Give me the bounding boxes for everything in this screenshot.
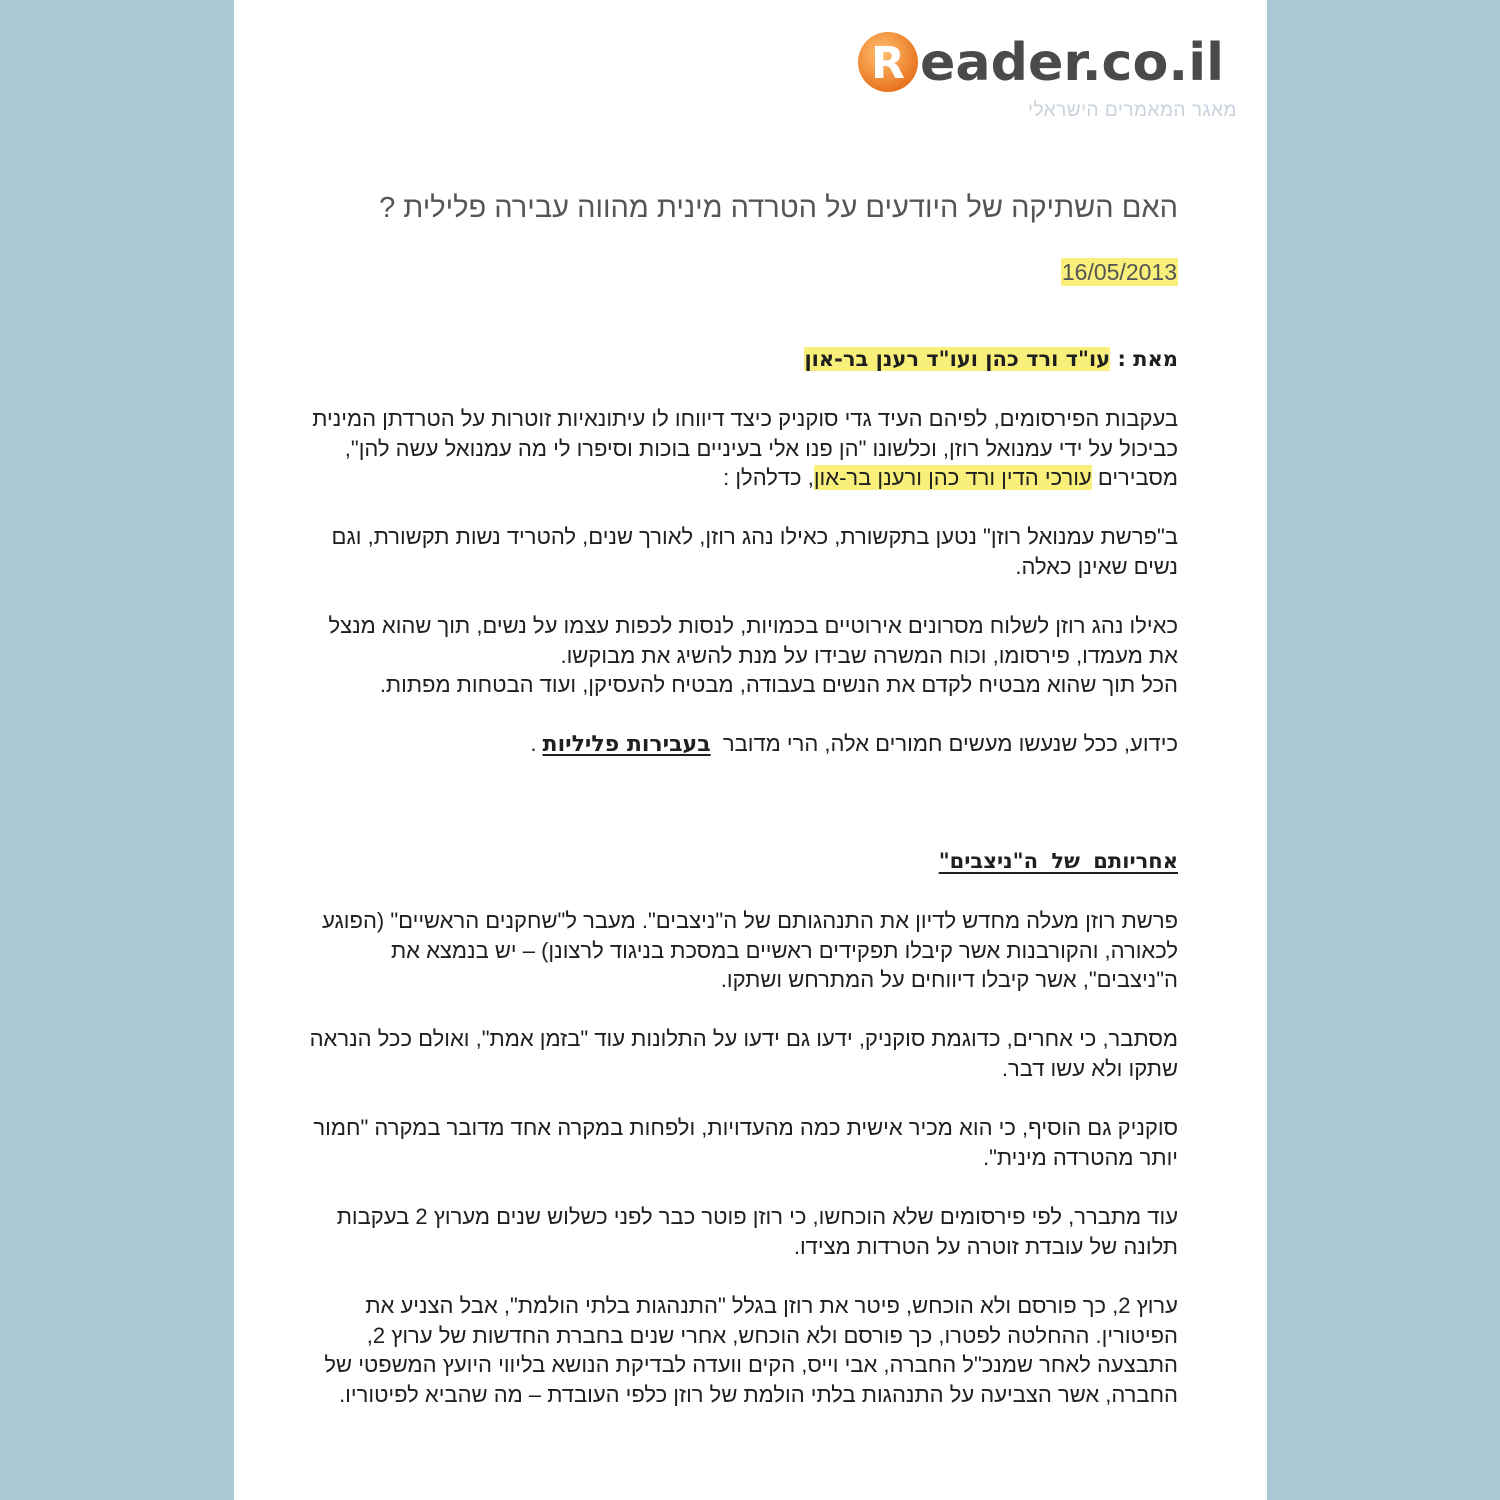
reader-logo (854, 30, 1234, 94)
author-line (804, 344, 1178, 374)
logo-tagline: מאגר המאמרים הישראלי (1028, 100, 1237, 121)
criminal-offenses-emphasis: בעבירות פליליות (542, 732, 711, 757)
logo-letter-r: R (871, 38, 905, 89)
paragraph-criminal (302, 729, 1178, 760)
logo-wordmark: eader.co.il (920, 33, 1224, 93)
paragraph-criminal-tail: . (530, 731, 543, 756)
paragraph-intro (302, 404, 1178, 493)
paragraph-bystanders: פרשת רוזן מעלה מחדש לדיון את התנהגותם של ה"ניצבים". מעבר ל"שחקנים הראשיים" (הפוגע לכאורה, והקורבנות אשר קיבלו תפקידים ראשיים במסכת בניגוד לרצונן) – יש בנמצא את ה"ניצבים", אשר קיבלו דיווחים על המתרחש ושתקו. (322, 908, 1178, 992)
paragraph-allegations-line2: הכל תוך שהוא מבטיח לקדם את הנשים בעבודה, מבטיח להעסיקן, ועוד הבטחות מפתות. (379, 672, 1178, 697)
author-names: עו"ד ורד כהן ועו"ד רענן בר-און (804, 347, 1111, 371)
paragraph-rosen-affair: ב"פרשת עמנואל רוזן" נטען בתקשורת, כאילו נהג רוזן, לאורך שנים, להטריד נשות תקשורת, וגם נשים שאינן כאלה. (331, 524, 1178, 579)
paragraph-allegations (302, 611, 1178, 700)
reader-logo-graphic (854, 30, 1234, 94)
from-label: מאת : (1117, 347, 1178, 371)
paragraph-intro-tail: , כדלהלן : (723, 465, 814, 490)
article-date: 16/05/2013 (1061, 259, 1177, 285)
paragraph-testimonies: סוקניק גם הוסיף, כי הוא מכיר אישית כמה מהעדויות, ולפחות במקרה אחד מדובר במקרה "חמור יותר מהטרדה מינית". (313, 1115, 1178, 1170)
paragraph-real-time: מסתבר, כי אחרים, כדוגמת סוקניק, ידעו גם ידעו על התלונות עוד "בזמן אמת", ואולם ככל הנראה שתקו ולא עשו דבר. (309, 1026, 1178, 1081)
section-heading-bystanders: אחריותם של ה"ניצבים" (938, 849, 1178, 873)
paragraph-criminal-text: כידוע, ככל שנעשו מעשים חמורים אלה, הרי מדובר (710, 731, 1178, 756)
lawyers-highlight: עורכי הדין ורד כהן ורענן בר-און (813, 465, 1092, 490)
paragraph-intro-text: בעקבות הפירסומים, לפיהם העיד גדי סוקניק כיצד דיווחו לו עיתונאיות זוטרות על הטרדתן המינית כביכול על ידי עמנואל רוזן, וכלשונו "הן פנו אלי בעיניים בוכות וסיפרו לי מה עמנואל עשה להן", מסבירים (312, 406, 1178, 490)
article-title: האם השתיקה של היודעים על הטרדה מינית מהווה עבירה פלילית ? (379, 192, 1178, 224)
document-page (234, 0, 1267, 1500)
paragraph-dismissal: עוד מתברר, לפי פירסומים שלא הוכחשו, כי רוזן פוטר כבר לפני כשלוש שנים מערוץ 2 בעקבות תלונה של עובדת זוטרה על הטרדות מצידו. (336, 1204, 1178, 1259)
paragraph-channel-2: ערוץ 2, כך פורסם ולא הוכחש, פיטר את רוזן בגלל "התנהגות בלתי הולמת", אבל הצניע את הפיטורין. ההחלטה לפטרו, כך פורסם ולא הוכחש, אחרי שנים בחברת החדשות של ערוץ 2, התבצעה לאחר שמנכ"ל החברה, אבי וייס, הקים וועדה לבדיקת הנושא בליווי היועץ המשפטי של החברה, אשר הצביעה על התנהגות בלתי הולמת של רוזן כלפי העובדת – מה שהביא לפיטוריו. (324, 1293, 1178, 1407)
paragraph-allegations-line1: כאילו נהג רוזן לשלוח מסרונים אירוטיים בכמויות, לנסות לכפות עצמו על נשים, תוך שהוא מנצל את מעמדו, פירסומו, וכוח המשרה שבידו על מנת להשיג את מבוקשו. (328, 613, 1178, 668)
